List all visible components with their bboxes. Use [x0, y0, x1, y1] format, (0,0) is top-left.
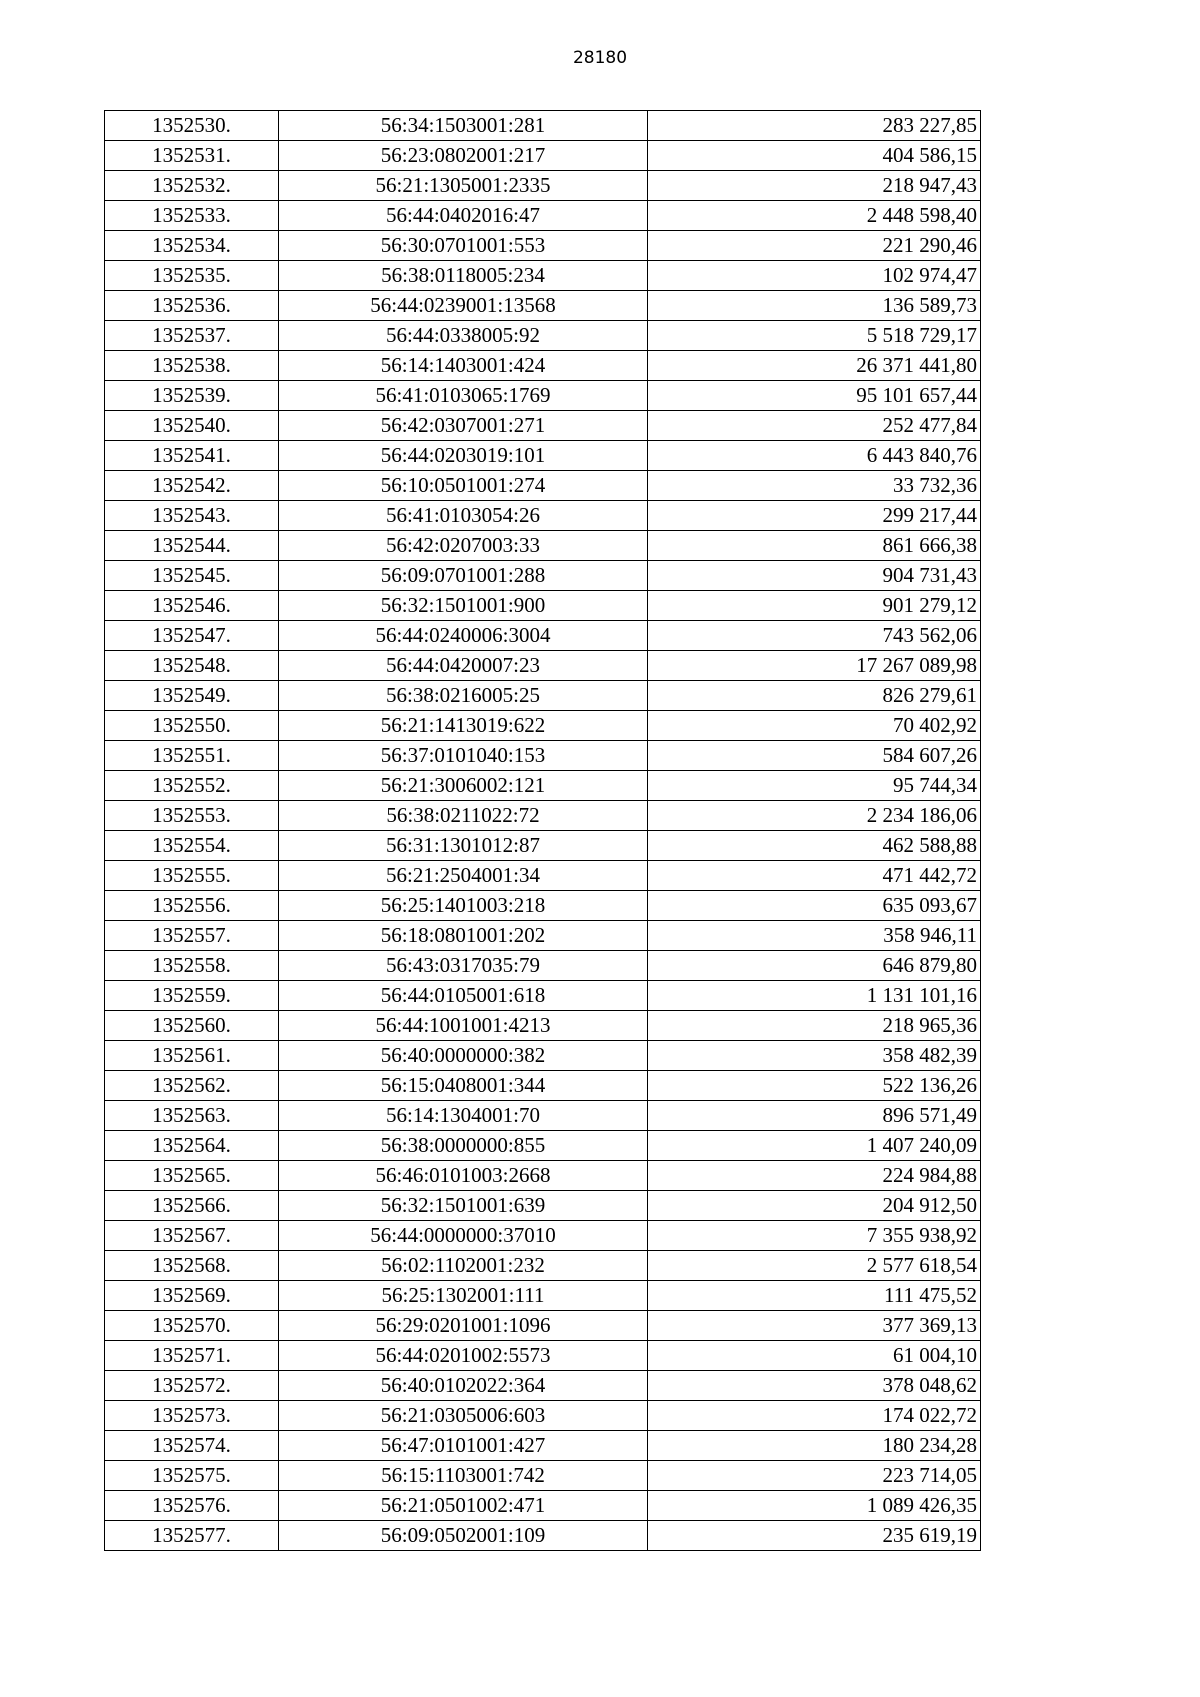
- table-row: [105, 771, 981, 801]
- table-row: [105, 1341, 981, 1371]
- value-cell: 204 912,50: [648, 1191, 981, 1221]
- value-cell: 5 518 729,17: [648, 321, 981, 351]
- table-row: [105, 1311, 981, 1341]
- row-number-cell: 1352558.: [105, 951, 279, 981]
- value-cell: 1 131 101,16: [648, 981, 981, 1011]
- value-cell: 95 101 657,44: [648, 381, 981, 411]
- value-cell: 252 477,84: [648, 411, 981, 441]
- row-number-cell: 1352568.: [105, 1251, 279, 1281]
- table-row: [105, 141, 981, 171]
- cadastral-number-cell: 56:14:1403001:424: [279, 351, 648, 381]
- table-row: [105, 531, 981, 561]
- cadastral-number-cell: 56:09:0701001:288: [279, 561, 648, 591]
- value-cell: 861 666,38: [648, 531, 981, 561]
- row-number-cell: 1352548.: [105, 651, 279, 681]
- row-number-cell: 1352559.: [105, 981, 279, 1011]
- value-cell: 646 879,80: [648, 951, 981, 981]
- table-row: [105, 1071, 981, 1101]
- cadastral-number-cell: 56:18:0801001:202: [279, 921, 648, 951]
- row-number-cell: 1352575.: [105, 1461, 279, 1491]
- cadastral-number-cell: 56:38:0216005:25: [279, 681, 648, 711]
- cadastral-number-cell: 56:38:0211022:72: [279, 801, 648, 831]
- cadastral-number-cell: 56:09:0502001:109: [279, 1521, 648, 1551]
- table-row: [105, 321, 981, 351]
- page-number: 28180: [572, 48, 628, 68]
- cadastral-number-cell: 56:41:0103054:26: [279, 501, 648, 531]
- table-row: [105, 1011, 981, 1041]
- value-cell: 377 369,13: [648, 1311, 981, 1341]
- table-row: [105, 1251, 981, 1281]
- value-cell: 2 448 598,40: [648, 201, 981, 231]
- row-number-cell: 1352549.: [105, 681, 279, 711]
- table-row: [105, 711, 981, 741]
- table-row: [105, 111, 981, 141]
- cadastral-number-cell: 56:21:1413019:622: [279, 711, 648, 741]
- value-cell: 522 136,26: [648, 1071, 981, 1101]
- cadastral-number-cell: 56:46:0101003:2668: [279, 1161, 648, 1191]
- value-cell: 404 586,15: [648, 141, 981, 171]
- table-row: [105, 831, 981, 861]
- cadastral-number-cell: 56:44:0402016:47: [279, 201, 648, 231]
- value-cell: 7 355 938,92: [648, 1221, 981, 1251]
- value-cell: 17 267 089,98: [648, 651, 981, 681]
- table-row: [105, 1281, 981, 1311]
- cadastral-number-cell: 56:34:1503001:281: [279, 111, 648, 141]
- value-cell: 224 984,88: [648, 1161, 981, 1191]
- row-number-cell: 1352567.: [105, 1221, 279, 1251]
- row-number-cell: 1352533.: [105, 201, 279, 231]
- value-cell: 2 577 618,54: [648, 1251, 981, 1281]
- value-cell: 896 571,49: [648, 1101, 981, 1131]
- row-number-cell: 1352546.: [105, 591, 279, 621]
- row-number-cell: 1352537.: [105, 321, 279, 351]
- table-row: [105, 1041, 981, 1071]
- value-cell: 6 443 840,76: [648, 441, 981, 471]
- table-row: [105, 651, 981, 681]
- table-row: [105, 381, 981, 411]
- value-cell: 743 562,06: [648, 621, 981, 651]
- cadastral-number-cell: 56:44:1001001:4213: [279, 1011, 648, 1041]
- row-number-cell: 1352539.: [105, 381, 279, 411]
- cadastral-number-cell: 56:21:2504001:34: [279, 861, 648, 891]
- row-number-cell: 1352561.: [105, 1041, 279, 1071]
- table-row: [105, 231, 981, 261]
- table-row: [105, 1221, 981, 1251]
- row-number-cell: 1352565.: [105, 1161, 279, 1191]
- row-number-cell: 1352541.: [105, 441, 279, 471]
- row-number-cell: 1352535.: [105, 261, 279, 291]
- cadastral-number-cell: 56:47:0101001:427: [279, 1431, 648, 1461]
- value-cell: 223 714,05: [648, 1461, 981, 1491]
- value-cell: 1 407 240,09: [648, 1131, 981, 1161]
- table-row: [105, 621, 981, 651]
- row-number-cell: 1352538.: [105, 351, 279, 381]
- cadastral-number-cell: 56:25:1401003:218: [279, 891, 648, 921]
- cadastral-number-cell: 56:37:0101040:153: [279, 741, 648, 771]
- row-number-cell: 1352562.: [105, 1071, 279, 1101]
- value-cell: 584 607,26: [648, 741, 981, 771]
- table-row: [105, 1161, 981, 1191]
- value-cell: 358 482,39: [648, 1041, 981, 1071]
- value-cell: 635 093,67: [648, 891, 981, 921]
- table-row: [105, 291, 981, 321]
- row-number-cell: 1352566.: [105, 1191, 279, 1221]
- value-cell: 283 227,85: [648, 111, 981, 141]
- cadastral-number-cell: 56:32:1501001:639: [279, 1191, 648, 1221]
- row-number-cell: 1352540.: [105, 411, 279, 441]
- table-row: [105, 1131, 981, 1161]
- cadastral-number-cell: 56:44:0203019:101: [279, 441, 648, 471]
- row-number-cell: 1352531.: [105, 141, 279, 171]
- row-number-cell: 1352572.: [105, 1371, 279, 1401]
- cadastral-number-cell: 56:31:1301012:87: [279, 831, 648, 861]
- row-number-cell: 1352543.: [105, 501, 279, 531]
- table-row: [105, 351, 981, 381]
- cadastral-number-cell: 56:10:0501001:274: [279, 471, 648, 501]
- row-number-cell: 1352577.: [105, 1521, 279, 1551]
- row-number-cell: 1352573.: [105, 1401, 279, 1431]
- value-cell: 95 744,34: [648, 771, 981, 801]
- cadastral-number-cell: 56:44:0105001:618: [279, 981, 648, 1011]
- cadastral-number-cell: 56:14:1304001:70: [279, 1101, 648, 1131]
- table-row: [105, 891, 981, 921]
- value-cell: 904 731,43: [648, 561, 981, 591]
- table-row: [105, 471, 981, 501]
- table-row: [105, 1461, 981, 1491]
- table-row: [105, 201, 981, 231]
- cadastral-number-cell: 56:44:0240006:3004: [279, 621, 648, 651]
- value-cell: 358 946,11: [648, 921, 981, 951]
- row-number-cell: 1352550.: [105, 711, 279, 741]
- row-number-cell: 1352551.: [105, 741, 279, 771]
- row-number-cell: 1352574.: [105, 1431, 279, 1461]
- cadastral-number-cell: 56:21:0501002:471: [279, 1491, 648, 1521]
- cadastral-number-cell: 56:38:0118005:234: [279, 261, 648, 291]
- row-number-cell: 1352556.: [105, 891, 279, 921]
- cadastral-number-cell: 56:30:0701001:553: [279, 231, 648, 261]
- table-row: [105, 591, 981, 621]
- cadastral-number-cell: 56:44:0000000:37010: [279, 1221, 648, 1251]
- table-row: [105, 861, 981, 891]
- table-row: [105, 261, 981, 291]
- row-number-cell: 1352571.: [105, 1341, 279, 1371]
- cadastral-number-cell: 56:41:0103065:1769: [279, 381, 648, 411]
- table-row: [105, 1431, 981, 1461]
- row-number-cell: 1352554.: [105, 831, 279, 861]
- table-row: [105, 801, 981, 831]
- cadastral-number-cell: 56:43:0317035:79: [279, 951, 648, 981]
- value-cell: 378 048,62: [648, 1371, 981, 1401]
- row-number-cell: 1352564.: [105, 1131, 279, 1161]
- row-number-cell: 1352563.: [105, 1101, 279, 1131]
- value-cell: 462 588,88: [648, 831, 981, 861]
- cadastral-number-cell: 56:38:0000000:855: [279, 1131, 648, 1161]
- value-cell: 26 371 441,80: [648, 351, 981, 381]
- cadastral-number-cell: 56:42:0207003:33: [279, 531, 648, 561]
- row-number-cell: 1352552.: [105, 771, 279, 801]
- value-cell: 174 022,72: [648, 1401, 981, 1431]
- cadastral-number-cell: 56:21:0305006:603: [279, 1401, 648, 1431]
- cadastral-number-cell: 56:21:1305001:2335: [279, 171, 648, 201]
- cadastral-number-cell: 56:29:0201001:1096: [279, 1311, 648, 1341]
- cadastral-number-cell: 56:44:0201002:5573: [279, 1341, 648, 1371]
- table-row: [105, 1401, 981, 1431]
- table-row: [105, 441, 981, 471]
- row-number-cell: 1352530.: [105, 111, 279, 141]
- table-row: [105, 501, 981, 531]
- value-cell: 102 974,47: [648, 261, 981, 291]
- row-number-cell: 1352547.: [105, 621, 279, 651]
- value-cell: 235 619,19: [648, 1521, 981, 1551]
- cadastral-number-cell: 56:21:3006002:121: [279, 771, 648, 801]
- row-number-cell: 1352542.: [105, 471, 279, 501]
- value-cell: 2 234 186,06: [648, 801, 981, 831]
- table-row: [105, 681, 981, 711]
- table-row: [105, 1101, 981, 1131]
- table-row: [105, 951, 981, 981]
- value-cell: 299 217,44: [648, 501, 981, 531]
- value-cell: 1 089 426,35: [648, 1491, 981, 1521]
- row-number-cell: 1352553.: [105, 801, 279, 831]
- cadastral-number-cell: 56:40:0102022:364: [279, 1371, 648, 1401]
- value-cell: 221 290,46: [648, 231, 981, 261]
- table-row: [105, 411, 981, 441]
- cadastral-number-cell: 56:15:1103001:742: [279, 1461, 648, 1491]
- value-cell: 33 732,36: [648, 471, 981, 501]
- cadastral-number-cell: 56:15:0408001:344: [279, 1071, 648, 1101]
- row-number-cell: 1352532.: [105, 171, 279, 201]
- value-cell: 111 475,52: [648, 1281, 981, 1311]
- table-row: [105, 981, 981, 1011]
- table-row: [105, 561, 981, 591]
- cadastral-number-cell: 56:25:1302001:111: [279, 1281, 648, 1311]
- value-cell: 136 589,73: [648, 291, 981, 321]
- cadastral-number-cell: 56:44:0420007:23: [279, 651, 648, 681]
- table-row: [105, 1191, 981, 1221]
- cadastral-number-cell: 56:44:0338005:92: [279, 321, 648, 351]
- row-number-cell: 1352555.: [105, 861, 279, 891]
- value-cell: 826 279,61: [648, 681, 981, 711]
- row-number-cell: 1352534.: [105, 231, 279, 261]
- table-row: [105, 1371, 981, 1401]
- table-row: [105, 1521, 981, 1551]
- table-row: [105, 171, 981, 201]
- table-row: [105, 741, 981, 771]
- cadastral-number-cell: 56:42:0307001:271: [279, 411, 648, 441]
- value-cell: 70 402,92: [648, 711, 981, 741]
- value-cell: 218 965,36: [648, 1011, 981, 1041]
- value-cell: 180 234,28: [648, 1431, 981, 1461]
- row-number-cell: 1352560.: [105, 1011, 279, 1041]
- table-row: [105, 1491, 981, 1521]
- row-number-cell: 1352557.: [105, 921, 279, 951]
- cadastral-number-cell: 56:23:0802001:217: [279, 141, 648, 171]
- row-number-cell: 1352570.: [105, 1311, 279, 1341]
- value-cell: 901 279,12: [648, 591, 981, 621]
- register-table: [104, 110, 981, 1551]
- row-number-cell: 1352576.: [105, 1491, 279, 1521]
- row-number-cell: 1352545.: [105, 561, 279, 591]
- row-number-cell: 1352544.: [105, 531, 279, 561]
- row-number-cell: 1352536.: [105, 291, 279, 321]
- table-row: [105, 921, 981, 951]
- value-cell: 61 004,10: [648, 1341, 981, 1371]
- row-number-cell: 1352569.: [105, 1281, 279, 1311]
- cadastral-number-cell: 56:44:0239001:13568: [279, 291, 648, 321]
- value-cell: 218 947,43: [648, 171, 981, 201]
- cadastral-number-cell: 56:40:0000000:382: [279, 1041, 648, 1071]
- cadastral-number-cell: 56:32:1501001:900: [279, 591, 648, 621]
- register-table-body: [105, 111, 981, 1551]
- value-cell: 471 442,72: [648, 861, 981, 891]
- cadastral-number-cell: 56:02:1102001:232: [279, 1251, 648, 1281]
